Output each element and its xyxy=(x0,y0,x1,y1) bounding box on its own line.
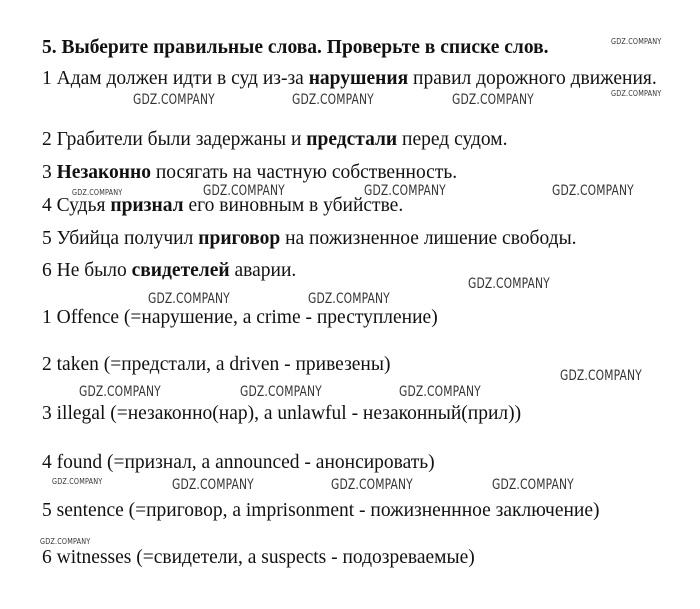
sentence-2-text-end: перед судом. xyxy=(397,129,508,150)
watermark: GDZ.COMPANY xyxy=(240,384,322,400)
watermark: GDZ.COMPANY xyxy=(52,477,103,486)
watermark: GDZ.COMPANY xyxy=(72,188,123,197)
sentence-3-text: 3 xyxy=(42,162,57,183)
watermark: GDZ.COMPANY xyxy=(133,92,215,108)
sentence-4-text: 4 Судья xyxy=(42,195,111,216)
sentence-6-keyword: свидетелей xyxy=(131,260,230,281)
sentence-6-text: 6 Не было xyxy=(42,260,132,281)
watermark: GDZ.COMPANY xyxy=(492,477,574,493)
answer-5: 5 sentence (=приговор, a imprisonment - пожизненнное заключение) xyxy=(42,500,600,521)
watermark: GDZ.COMPANY xyxy=(552,183,634,199)
sentence-6 xyxy=(42,259,296,283)
watermark: GDZ.COMPANY xyxy=(611,89,662,98)
watermark: GDZ.COMPANY xyxy=(148,291,230,307)
sentence-3-text-end: посягать на частную собственность. xyxy=(150,162,458,183)
watermark: GDZ.COMPANY xyxy=(172,477,254,493)
sentence-1 xyxy=(42,67,662,91)
sentence-5-keyword: приговор xyxy=(198,228,281,249)
watermark: GDZ.COMPANY xyxy=(399,384,481,400)
answer-4: 4 found (=признал, a announced - анонсировать) xyxy=(42,452,435,473)
exercise-heading: 5. Выберите правильные слова. Проверьте в списке слов. xyxy=(42,37,549,58)
answer-1: 1 Offence (=нарушение, a crime - преступление) xyxy=(42,307,438,328)
sentence-3 xyxy=(42,161,457,185)
answer-6: 6 witnesses (=свидетели, a suspects - подозреваемые) xyxy=(42,547,475,568)
sentence-1-text: 1 Адам должен идти в суд из-за xyxy=(42,68,309,89)
watermark: GDZ.COMPANY xyxy=(331,477,413,493)
watermark: GDZ.COMPANY xyxy=(611,37,662,46)
sentence-5 xyxy=(42,227,577,251)
watermark: GDZ.COMPANY xyxy=(40,537,91,546)
watermark: GDZ.COMPANY xyxy=(468,276,550,292)
sentence-4-keyword: признал xyxy=(110,195,184,216)
watermark: GDZ.COMPANY xyxy=(452,92,534,108)
sentence-6-text-end: аварии. xyxy=(229,260,297,281)
sentence-5-text-end: на пожизненное лишение свободы. xyxy=(280,228,577,249)
sentence-1-keyword: нарушения xyxy=(308,68,409,89)
sentence-2-text: 2 Грабители были задержаны и xyxy=(42,129,307,150)
watermark: GDZ.COMPANY xyxy=(79,384,161,400)
sentence-2 xyxy=(42,128,508,152)
answer-3: 3 illegal (=незаконно(нар), a unlawful - незаконный(прил)) xyxy=(42,403,522,424)
watermark: GDZ.COMPANY xyxy=(203,183,285,199)
watermark: GDZ.COMPANY xyxy=(560,368,642,384)
watermark: GDZ.COMPANY xyxy=(308,291,390,307)
sentence-1-text-end: правил дорожного движения. xyxy=(408,68,657,89)
answer-2: 2 taken (=предстали, a driven - привезены) xyxy=(42,354,391,375)
watermark: GDZ.COMPANY xyxy=(364,183,446,199)
sentence-3-keyword: Незаконно xyxy=(56,162,151,183)
watermark: GDZ.COMPANY xyxy=(292,92,374,108)
sentence-2-keyword: предстали xyxy=(306,129,398,150)
sentence-4-text-end: его виновным в убийстве. xyxy=(183,195,404,216)
sentence-5-text: 5 Убийца получил xyxy=(42,228,199,249)
